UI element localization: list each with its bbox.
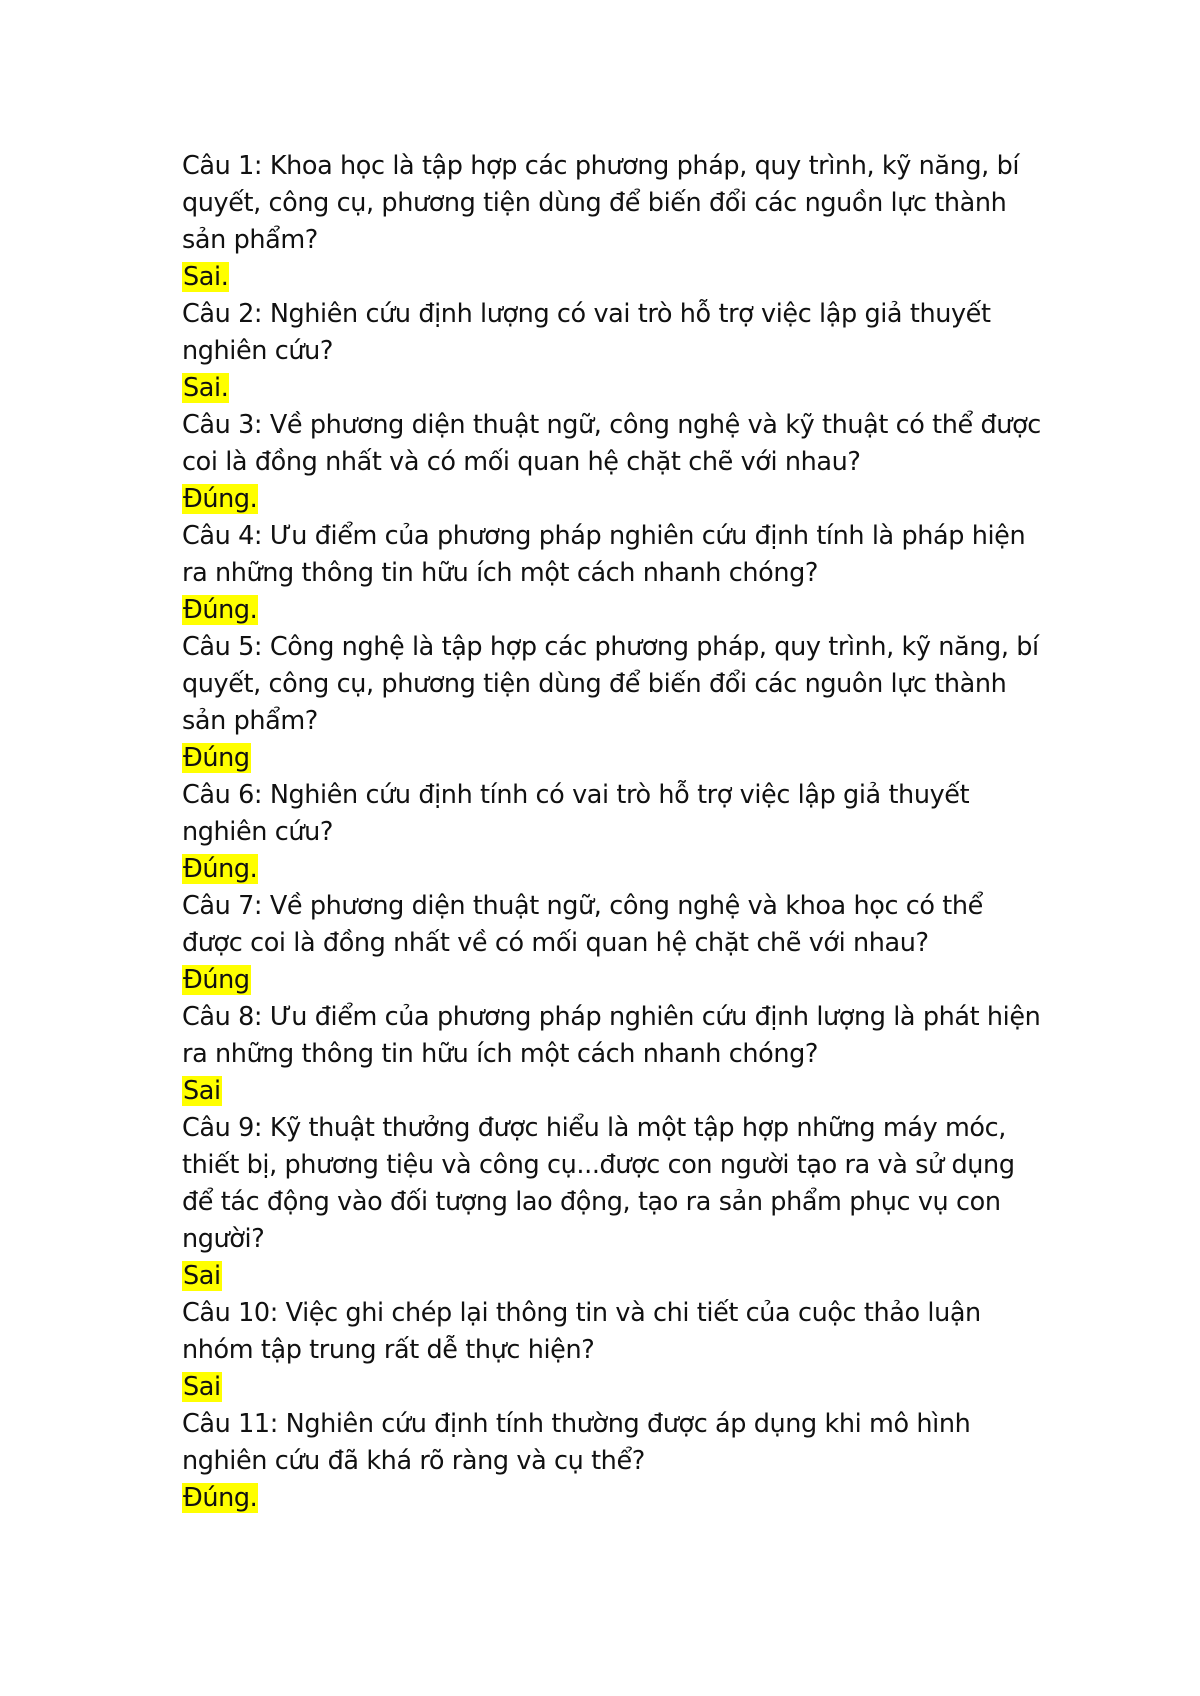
qa-item-4 xyxy=(182,518,1042,629)
question-text: Câu 9: Kỹ thuật thưởng được hiểu là một tập hợp những máy móc, thiết bị, phương tiệu và công cụ...được con người tạo ra và sử dụng để tác động vào đối tượng lao động, tạo ra sản phẩm phục vụ con người? xyxy=(182,1113,1015,1254)
question-text: Câu 4: Ưu điểm của phương pháp nghiên cứu định tính là pháp hiện ra những thông tin hữu ích một cách nhanh chóng? xyxy=(182,521,1026,588)
question-text: Câu 11: Nghiên cứu định tính thường được áp dụng khi mô hình nghiên cứu đã khá rõ ràng và cụ thể? xyxy=(182,1409,971,1476)
question-text: Câu 6: Nghiên cứu định tính có vai trò hỗ trợ việc lập giả thuyết nghiên cứu? xyxy=(182,780,970,847)
answer-text xyxy=(182,259,1042,296)
answer-highlight: Sai xyxy=(183,1076,221,1106)
question-text: Câu 1: Khoa học là tập hợp các phương pháp, quy trình, kỹ năng, bí quyết, công cụ, phương tiện dùng để biến đổi các nguồn lực thành sản phẩm? xyxy=(182,151,1020,255)
answer-highlight: Đúng. xyxy=(183,1483,258,1513)
qa-item-6 xyxy=(182,777,1042,888)
qa-item-11 xyxy=(182,1406,1042,1517)
answer-text xyxy=(182,851,1042,888)
document-body xyxy=(182,148,1042,1517)
qa-item-2 xyxy=(182,296,1042,407)
answer-text xyxy=(182,962,1042,999)
question-text: Câu 7: Về phương diện thuật ngữ, công nghệ và khoa học có thể được coi là đồng nhất về có mối quan hệ chặt chẽ với nhau? xyxy=(182,891,983,958)
answer-highlight: Sai. xyxy=(183,262,229,292)
question-text: Câu 8: Ưu điểm của phương pháp nghiên cứu định lượng là phát hiện ra những thông tin hữu ích một cách nhanh chóng? xyxy=(182,1002,1041,1069)
answer-text xyxy=(182,1258,1042,1295)
question-text: Câu 5: Công nghệ là tập hợp các phương pháp, quy trình, kỹ năng, bí quyết, công cụ, phương tiện dùng để biến đổi các nguôn lực thành sản phẩm? xyxy=(182,632,1039,736)
question-text: Câu 3: Về phương diện thuật ngữ, công nghệ và kỹ thuật có thể được coi là đồng nhất và có mối quan hệ chặt chẽ với nhau? xyxy=(182,410,1041,477)
answer-highlight: Sai. xyxy=(183,373,229,403)
answer-highlight: Đúng xyxy=(183,743,250,773)
qa-item-1 xyxy=(182,148,1042,296)
answer-text xyxy=(182,1369,1042,1406)
qa-item-10 xyxy=(182,1295,1042,1406)
answer-highlight: Sai xyxy=(183,1261,221,1291)
answer-text xyxy=(182,1480,1042,1517)
answer-highlight: Sai xyxy=(183,1372,221,1402)
question-text: Câu 2: Nghiên cứu định lượng có vai trò hỗ trợ việc lập giả thuyết nghiên cứu? xyxy=(182,299,991,366)
answer-highlight: Đúng. xyxy=(183,854,258,884)
answer-text xyxy=(182,481,1042,518)
answer-text xyxy=(182,592,1042,629)
answer-highlight: Đúng. xyxy=(183,595,258,625)
qa-item-8 xyxy=(182,999,1042,1110)
qa-item-7 xyxy=(182,888,1042,999)
answer-text xyxy=(182,1073,1042,1110)
qa-item-9 xyxy=(182,1110,1042,1295)
answer-text xyxy=(182,740,1042,777)
answer-text xyxy=(182,370,1042,407)
qa-item-3 xyxy=(182,407,1042,518)
answer-highlight: Đúng xyxy=(183,965,250,995)
question-text: Câu 10: Việc ghi chép lại thông tin và chi tiết của cuộc thảo luận nhóm tập trung rất dễ thực hiện? xyxy=(182,1298,981,1365)
answer-highlight: Đúng. xyxy=(183,484,258,514)
qa-item-5 xyxy=(182,629,1042,777)
